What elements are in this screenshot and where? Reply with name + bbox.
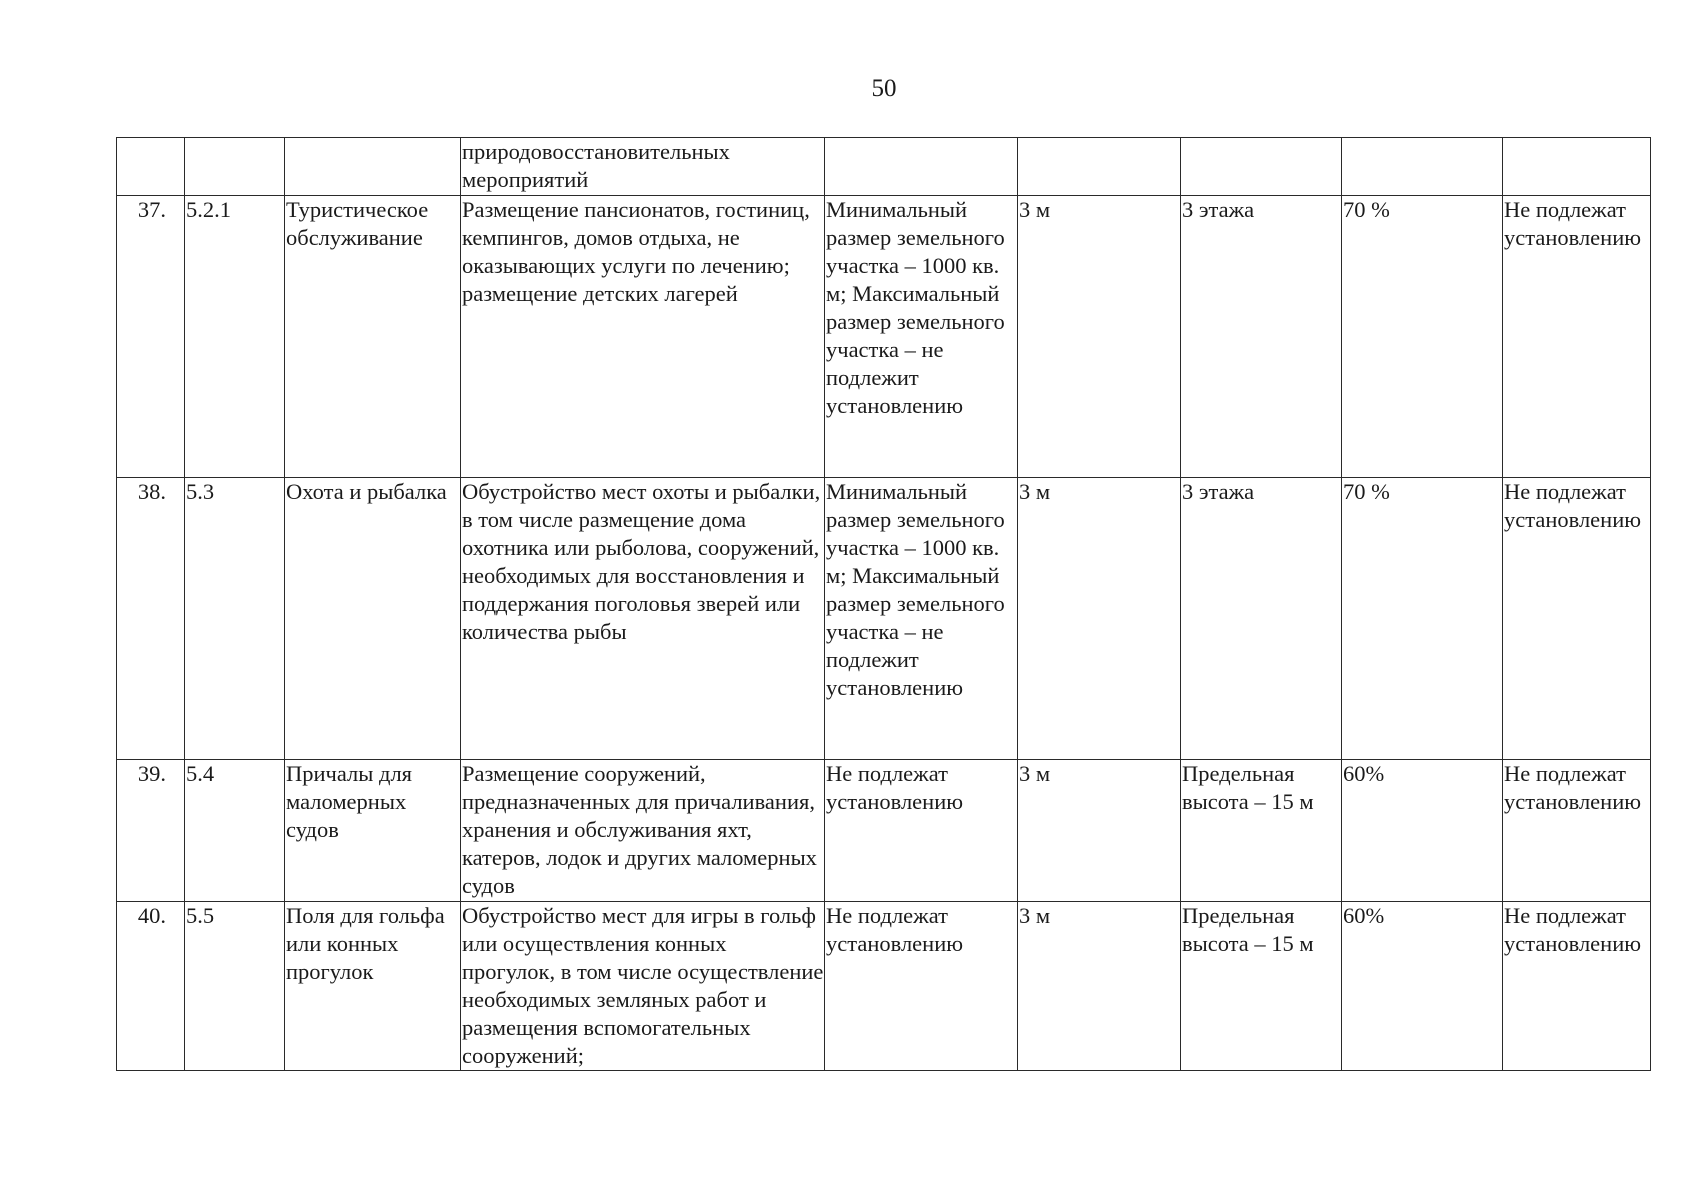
cell-name: Причалы для маломерных судов xyxy=(285,760,461,902)
cell-other: Не подлежат установлению xyxy=(1503,196,1651,478)
cell-setback: 3 м xyxy=(1018,760,1181,902)
table-row xyxy=(117,478,1651,760)
cell-name: Охота и рыбалка xyxy=(285,478,461,760)
cell-height xyxy=(1181,138,1342,196)
cell-coverage: 60% xyxy=(1342,902,1503,1071)
table-row xyxy=(117,196,1651,478)
cell-description: Обустройство мест для игры в гольф или осуществления конных прогулок, в том числе осуществление необходимых земляных работ и размещения вспомогательных сооружений; xyxy=(461,902,825,1071)
cell-name: Туристическое обслуживание xyxy=(285,196,461,478)
land-use-table xyxy=(116,137,1651,1071)
cell-other: Не подлежат установлению xyxy=(1503,902,1651,1071)
table-row xyxy=(117,760,1651,902)
table-row xyxy=(117,902,1651,1071)
cell-number xyxy=(117,138,185,196)
cell-description: Обустройство мест охоты и рыбалки, в том числе размещение дома охотника или рыболова, сооружений, необходимых для восстановления и поддержания поголовья зверей или количества рыбы xyxy=(461,478,825,760)
cell-setback: 3 м xyxy=(1018,478,1181,760)
cell-other: Не подлежат установлению xyxy=(1503,478,1651,760)
cell-name: Поля для гольфа или конных прогулок xyxy=(285,902,461,1071)
cell-code xyxy=(185,138,285,196)
cell-number: 40. xyxy=(117,902,185,1071)
cell-height: 3 этажа xyxy=(1181,196,1342,478)
cell-height: Предельная высота – 15 м xyxy=(1181,760,1342,902)
cell-description: Размещение пансионатов, гостиниц, кемпингов, домов отдыха, не оказывающих услуги по лечению; размещение детских лагерей xyxy=(461,196,825,478)
cell-coverage: 70 % xyxy=(1342,478,1503,760)
cell-coverage xyxy=(1342,138,1503,196)
cell-number: 39. xyxy=(117,760,185,902)
cell-code: 5.5 xyxy=(185,902,285,1071)
cell-height: Предельная высота – 15 м xyxy=(1181,902,1342,1071)
cell-code: 5.3 xyxy=(185,478,285,760)
cell-setback xyxy=(1018,138,1181,196)
cell-height: 3 этажа xyxy=(1181,478,1342,760)
cell-plot-size: Минимальный размер земельного участка – 1000 кв. м; Максимальный размер земельного участка – не подлежит установлению xyxy=(825,196,1018,478)
cell-description: природовосстановительных мероприятий xyxy=(461,138,825,196)
page-number: 50 xyxy=(871,75,897,102)
cell-plot-size: Не подлежат установлению xyxy=(825,902,1018,1071)
table-row-continuation xyxy=(117,138,1651,196)
cell-number: 37. xyxy=(117,196,185,478)
cell-code: 5.4 xyxy=(185,760,285,902)
cell-setback: 3 м xyxy=(1018,902,1181,1071)
cell-plot-size: Минимальный размер земельного участка – 1000 кв. м; Максимальный размер земельного участка – не подлежит установлению xyxy=(825,478,1018,760)
cell-other xyxy=(1503,138,1651,196)
cell-plot-size: Не подлежат установлению xyxy=(825,760,1018,902)
cell-number: 38. xyxy=(117,478,185,760)
cell-coverage: 70 % xyxy=(1342,196,1503,478)
cell-plot-size xyxy=(825,138,1018,196)
cell-description: Размещение сооружений, предназначенных для причаливания, хранения и обслуживания яхт, катеров, лодок и других маломерных судов xyxy=(461,760,825,902)
cell-coverage: 60% xyxy=(1342,760,1503,902)
cell-name xyxy=(285,138,461,196)
cell-code: 5.2.1 xyxy=(185,196,285,478)
cell-setback: 3 м xyxy=(1018,196,1181,478)
cell-other: Не подлежат установлению xyxy=(1503,760,1651,902)
